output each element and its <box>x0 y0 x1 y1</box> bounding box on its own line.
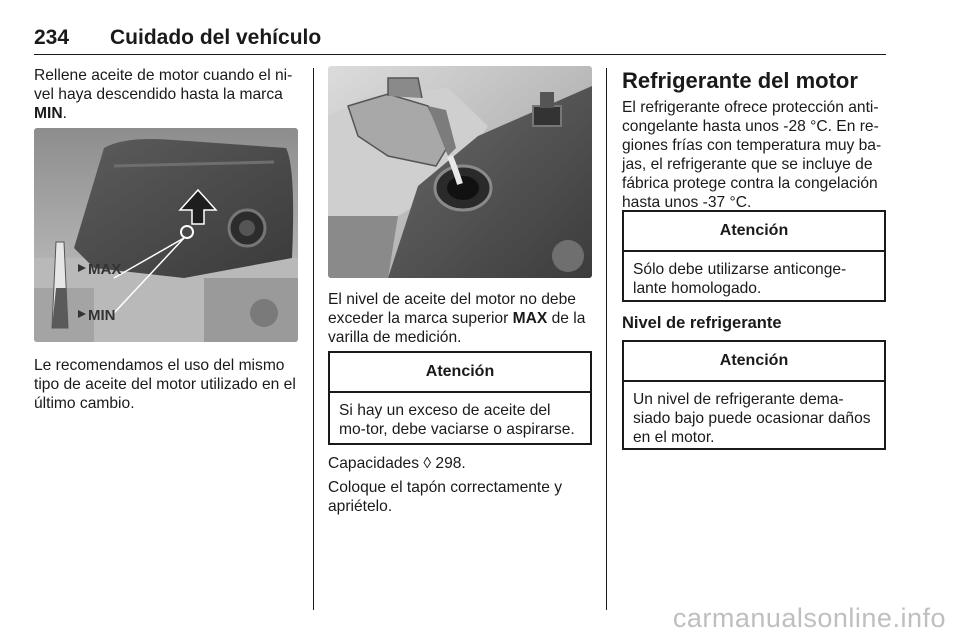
intro-paragraph: Rellene aceite de motor cuando el ni-vel haya descendido hasta la marca MIN. <box>34 67 293 122</box>
column-divider-1 <box>313 68 314 610</box>
coolant-heading: Refrigerante del motor <box>622 68 858 93</box>
coolant-level-heading: Nivel de refrigerante <box>622 314 782 332</box>
cap-instruction-paragraph: Coloque el tapón correctamente y apriételo. <box>328 479 563 515</box>
coolant-level-warning-title: Atención <box>624 342 884 382</box>
coolant-level-warning-text: Un nivel de refrigerante dema-siado bajo puede ocasionar daños en el motor. <box>633 391 871 446</box>
dipstick-illustration <box>34 128 298 342</box>
oil-warning-text: Si hay un exceso de aceite del mo-tor, debe vaciarse o aspirarse. <box>339 402 575 438</box>
column-divider-2 <box>606 68 607 610</box>
oil-warning-title: Atención <box>330 353 590 393</box>
min-mark-label: MIN <box>34 105 63 122</box>
antifreeze-warning-box <box>622 210 886 302</box>
coolant-intro-paragraph: El refrigerante ofrece protección anti-congelante hasta unos -28 °C. En re-giones frías con temperatura muy ba-jas, el refrigerante que se incluye de fábrica protege contra la congelación hasta unos -37 °C. <box>622 99 882 211</box>
antifreeze-warning-text: Sólo debe utilizarse anticonge-lante homologado. <box>633 261 847 297</box>
header-rule <box>34 54 886 55</box>
oil-filling-illustration <box>328 66 592 278</box>
max-mark-label: MAX <box>512 310 548 327</box>
section-title: Cuidado del vehículo <box>110 26 322 49</box>
oil-level-paragraph: El nivel de aceite del motor no debe exceder la marca superior MAX de la varilla de medición. <box>328 291 586 346</box>
capacities-reference: Capacidades ◊ 298. <box>328 455 466 472</box>
dipstick-max-label: MAX <box>88 261 122 278</box>
recommendation-paragraph: Le recomendamos el uso del mismo tipo de aceite del motor utilizado en el último cambio. <box>34 357 296 412</box>
page-header <box>34 26 886 56</box>
page-number: 234 <box>34 26 70 49</box>
oil-warning-box <box>328 351 592 445</box>
coolant-level-warning-box <box>622 340 886 450</box>
dipstick-min-label: MIN <box>88 307 116 324</box>
watermark: carmanualsonline.info <box>672 603 946 633</box>
antifreeze-warning-title: Atención <box>624 212 884 252</box>
